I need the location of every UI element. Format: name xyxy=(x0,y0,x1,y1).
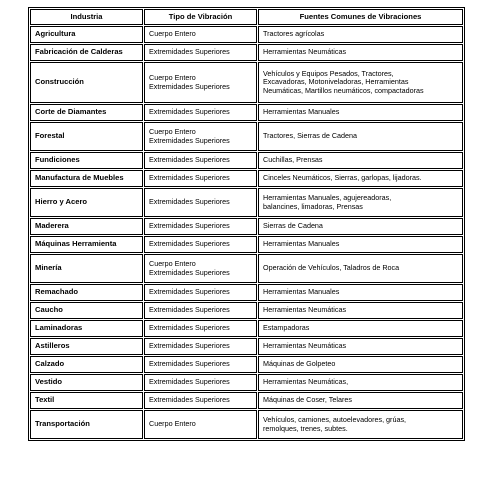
cell-tipo-vibracion xyxy=(144,236,257,253)
cell-fuentes xyxy=(258,320,463,337)
cell-tipo-vibracion xyxy=(144,374,257,391)
table-row xyxy=(30,44,463,61)
tipo-line: Extremidades Superiores xyxy=(149,359,230,369)
cell-fuentes xyxy=(258,170,463,187)
fuentes-line: balancines, limadoras, Prensas xyxy=(263,201,363,211)
cell-tipo-vibracion xyxy=(144,254,257,283)
cell-fuentes xyxy=(258,188,463,217)
cell-industria: Textil xyxy=(30,392,143,409)
cell-industria: Corte de Diamantes xyxy=(30,104,143,121)
tipo-line: Cuerpo Entero xyxy=(149,29,196,39)
cell-tipo-vibracion xyxy=(144,218,257,235)
cell-industria: Laminadoras xyxy=(30,320,143,337)
cell-fuentes xyxy=(258,152,463,169)
header-industria: Industria xyxy=(30,9,143,25)
table-row xyxy=(30,410,463,439)
table-row xyxy=(30,392,463,409)
fuentes-line: Herramientas Manuales xyxy=(263,107,340,117)
cell-fuentes xyxy=(258,26,463,43)
tipo-line: Extremidades Superiores xyxy=(149,239,230,249)
tipo-line: Extremidades Superiores xyxy=(149,47,230,57)
table-row xyxy=(30,188,463,217)
cell-tipo-vibracion xyxy=(144,338,257,355)
fuentes-line: Vehículos y Equipos Pesados, Tractores, xyxy=(263,68,394,78)
tipo-line: Extremidades Superiores xyxy=(149,173,230,183)
cell-industria: Vestido xyxy=(30,374,143,391)
cell-tipo-vibracion xyxy=(144,26,257,43)
fuentes-line: Herramientas Manuales xyxy=(263,239,340,249)
cell-industria: Remachado xyxy=(30,284,143,301)
tipo-line: Extremidades Superiores xyxy=(149,377,230,387)
table-row xyxy=(30,302,463,319)
cell-tipo-vibracion xyxy=(144,170,257,187)
header-tipo-vibracion: Tipo de Vibración xyxy=(144,9,257,25)
table-row xyxy=(30,236,463,253)
cell-fuentes xyxy=(258,356,463,373)
fuentes-line: Herramientas Neumáticas xyxy=(263,341,347,351)
cell-fuentes xyxy=(258,236,463,253)
tipo-line: Extremidades Superiores xyxy=(149,323,230,333)
cell-industria: Fabricación de Calderas xyxy=(30,44,143,61)
cell-industria: Manufactura de Muebles xyxy=(30,170,143,187)
cell-fuentes xyxy=(258,374,463,391)
cell-fuentes xyxy=(258,62,463,103)
table-row xyxy=(30,122,463,151)
cell-fuentes xyxy=(258,104,463,121)
tipo-line: Extremidades Superiores xyxy=(149,135,230,145)
vibration-table-container xyxy=(28,7,464,441)
cell-industria: Maderera xyxy=(30,218,143,235)
table-row xyxy=(30,26,463,43)
cell-fuentes xyxy=(258,410,463,439)
vibration-table xyxy=(28,7,465,441)
tipo-line: Extremidades Superiores xyxy=(149,395,230,405)
table-body xyxy=(30,26,463,439)
cell-industria: Hierro y Acero xyxy=(30,188,143,217)
cell-fuentes xyxy=(258,302,463,319)
cell-tipo-vibracion xyxy=(144,392,257,409)
cell-industria: Transportación xyxy=(30,410,143,439)
cell-tipo-vibracion xyxy=(144,122,257,151)
cell-industria: Fundiciones xyxy=(30,152,143,169)
tipo-line: Cuerpo Entero xyxy=(149,419,196,429)
fuentes-line: Estampadoras xyxy=(263,323,310,333)
tipo-line: Extremidades Superiores xyxy=(149,155,230,165)
cell-tipo-vibracion xyxy=(144,188,257,217)
table-row xyxy=(30,104,463,121)
fuentes-line: Tractores, Sierras de Cadena xyxy=(263,131,358,141)
fuentes-line: Herramientas Neumáticas xyxy=(263,305,347,315)
cell-tipo-vibracion xyxy=(144,62,257,103)
cell-fuentes xyxy=(258,338,463,355)
fuentes-line: Herramientas Neumáticas xyxy=(263,47,347,57)
cell-industria: Calzado xyxy=(30,356,143,373)
fuentes-line: Cinceles Neumáticos, Sierras, garlopas, lijadoras. xyxy=(263,173,422,183)
fuentes-line: Herramientas Manuales, agujereadoras, xyxy=(263,193,392,203)
cell-industria: Astilleros xyxy=(30,338,143,355)
cell-fuentes xyxy=(258,284,463,301)
fuentes-line: Operación de Vehículos, Taladros de Roca xyxy=(263,263,400,273)
table-row xyxy=(30,374,463,391)
tipo-line: Cuerpo Entero xyxy=(149,259,196,269)
table-row xyxy=(30,152,463,169)
cell-industria: Construcción xyxy=(30,62,143,103)
fuentes-line: Cuchillas, Prensas xyxy=(263,155,323,165)
table-header-row xyxy=(30,9,463,25)
cell-fuentes xyxy=(258,218,463,235)
cell-tipo-vibracion xyxy=(144,152,257,169)
tipo-line: Extremidades Superiores xyxy=(149,305,230,315)
tipo-line: Extremidades Superiores xyxy=(149,341,230,351)
fuentes-line: Neumáticas, Martillos neumáticos, compactadoras xyxy=(263,85,424,95)
fuentes-line: Herramientas Manuales xyxy=(263,287,340,297)
cell-fuentes xyxy=(258,44,463,61)
table-row xyxy=(30,284,463,301)
cell-tipo-vibracion xyxy=(144,356,257,373)
fuentes-line: Sierras de Cadena xyxy=(263,221,323,231)
table-row xyxy=(30,170,463,187)
cell-tipo-vibracion xyxy=(144,44,257,61)
fuentes-line: Herramientas Neumáticas, xyxy=(263,377,349,387)
table-row xyxy=(30,320,463,337)
tipo-line: Extremidades Superiores xyxy=(149,107,230,117)
tipo-line: Extremidades Superiores xyxy=(149,267,230,277)
fuentes-line: Máquinas de Golpeteo xyxy=(263,359,336,369)
cell-industria: Caucho xyxy=(30,302,143,319)
cell-tipo-vibracion xyxy=(144,320,257,337)
cell-tipo-vibracion xyxy=(144,284,257,301)
tipo-line: Extremidades Superiores xyxy=(149,221,230,231)
tipo-line: Extremidades Superiores xyxy=(149,81,230,91)
header-fuentes: Fuentes Comunes de Vibraciones xyxy=(258,9,463,25)
tipo-line: Extremidades Superiores xyxy=(149,287,230,297)
cell-tipo-vibracion xyxy=(144,410,257,439)
cell-industria: Minería xyxy=(30,254,143,283)
fuentes-line: remolques, trenes, subtes. xyxy=(263,423,348,433)
cell-fuentes xyxy=(258,122,463,151)
cell-fuentes xyxy=(258,392,463,409)
table-row xyxy=(30,62,463,103)
cell-industria: Forestal xyxy=(30,122,143,151)
cell-industria: Agricultura xyxy=(30,26,143,43)
fuentes-line: Excavadoras, Motoniveladoras, Herramientas xyxy=(263,77,409,87)
fuentes-line: Máquinas de Coser, Telares xyxy=(263,395,352,405)
cell-tipo-vibracion xyxy=(144,104,257,121)
cell-fuentes xyxy=(258,254,463,283)
cell-tipo-vibracion xyxy=(144,302,257,319)
tipo-line: Cuerpo Entero xyxy=(149,127,196,137)
fuentes-line: Tractores agrícolas xyxy=(263,29,325,39)
cell-industria: Máquinas Herramienta xyxy=(30,236,143,253)
table-row xyxy=(30,356,463,373)
table-row xyxy=(30,218,463,235)
table-row xyxy=(30,254,463,283)
tipo-line: Extremidades Superiores xyxy=(149,197,230,207)
tipo-line: Cuerpo Entero xyxy=(149,73,196,83)
fuentes-line: Vehículos, camiones, autoelevadores, grúas, xyxy=(263,415,407,425)
table-row xyxy=(30,338,463,355)
